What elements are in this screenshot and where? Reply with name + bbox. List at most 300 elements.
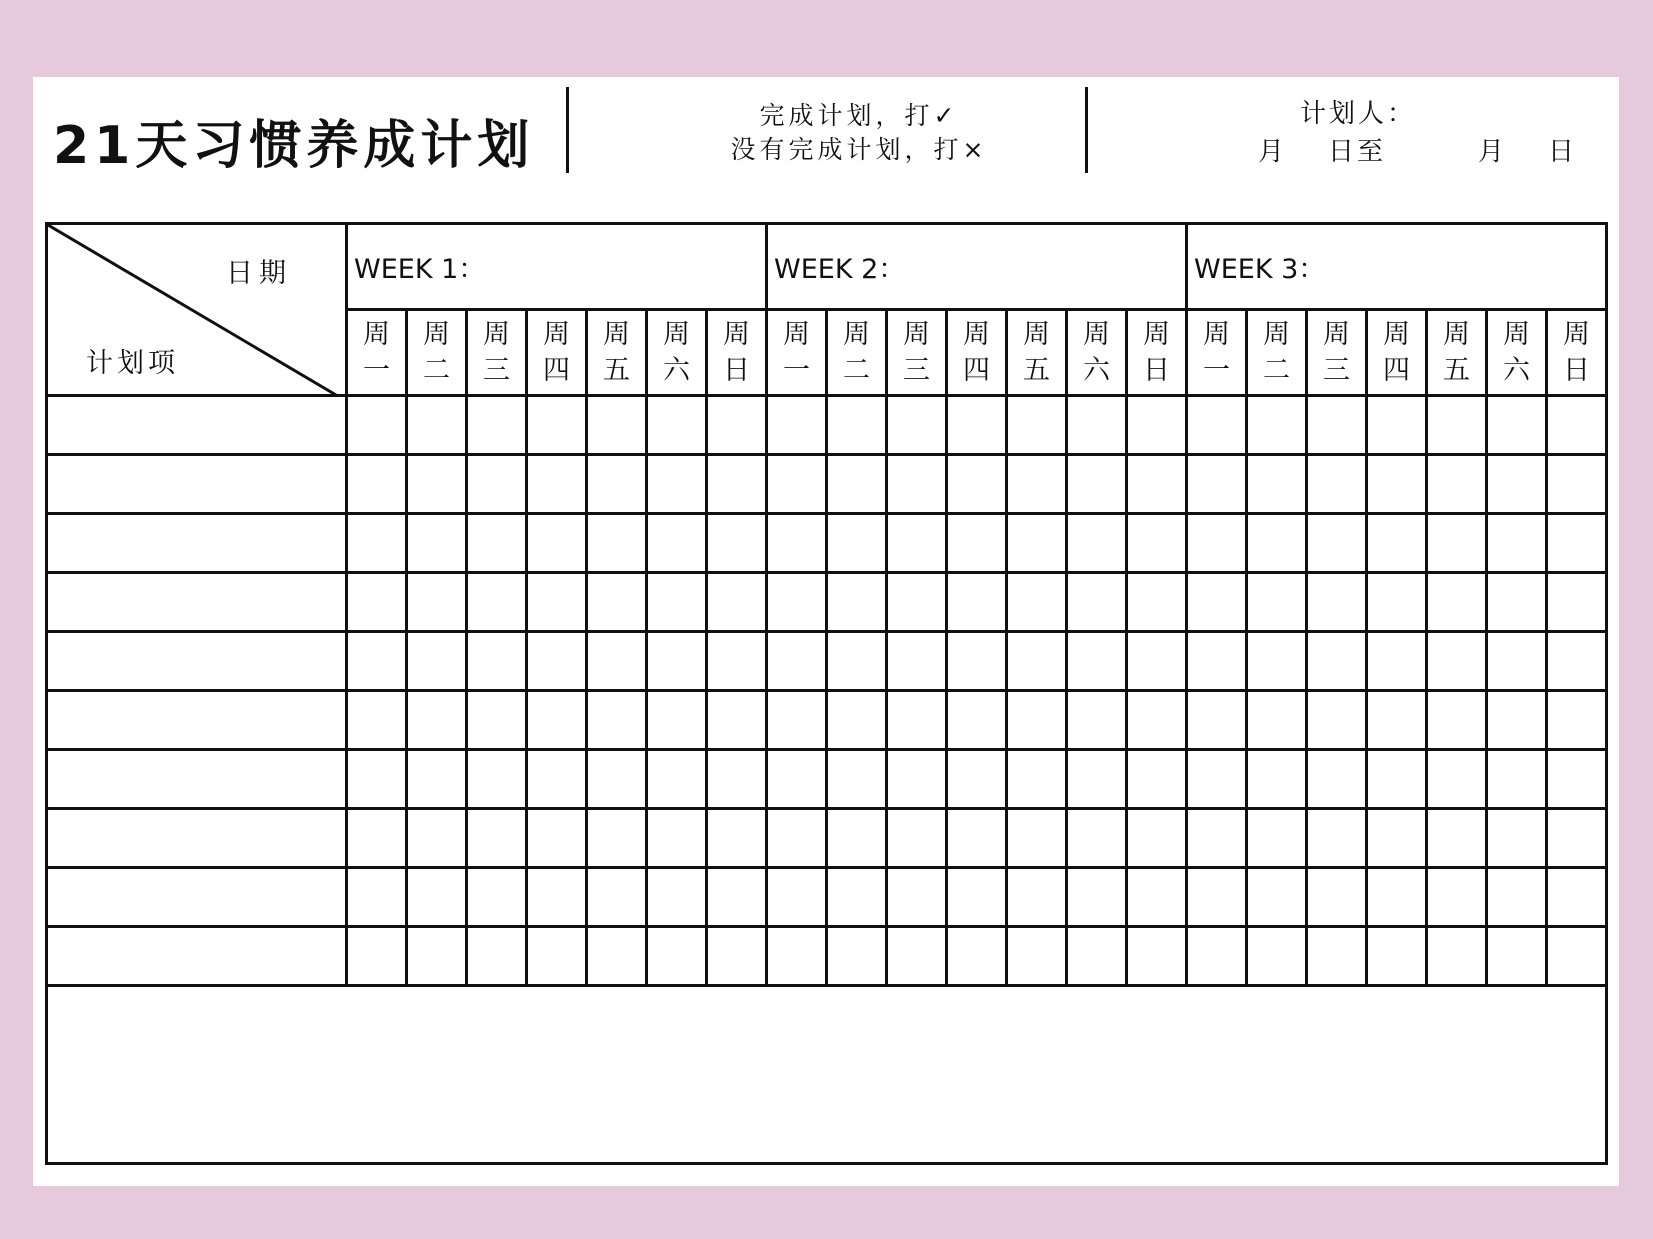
check-cell[interactable] xyxy=(1427,927,1487,986)
weekday-prefix: 周 xyxy=(1563,318,1590,350)
check-cell[interactable] xyxy=(887,809,947,868)
check-cell[interactable] xyxy=(527,455,587,514)
weekday-header xyxy=(767,310,827,396)
check-cell[interactable] xyxy=(827,455,887,514)
check-cell[interactable] xyxy=(1367,691,1427,750)
plan-item-cell[interactable] xyxy=(47,868,347,927)
check-cell[interactable] xyxy=(767,927,827,986)
check-cell[interactable] xyxy=(647,632,707,691)
check-cell[interactable] xyxy=(1307,632,1367,691)
check-cell[interactable] xyxy=(587,632,647,691)
corner-cell xyxy=(47,224,347,396)
page-title: 21天习惯养成计划 xyxy=(53,116,535,176)
check-cell[interactable] xyxy=(1127,514,1187,573)
weekday-prefix: 周 xyxy=(1263,318,1290,350)
check-cell[interactable] xyxy=(1067,632,1127,691)
check-cell[interactable] xyxy=(1067,514,1127,573)
check-cell[interactable] xyxy=(407,809,467,868)
check-cell[interactable] xyxy=(947,750,1007,809)
check-cell[interactable] xyxy=(707,632,767,691)
end-month-label: 月 xyxy=(1478,137,1508,167)
weekday-header xyxy=(347,310,407,396)
check-cell[interactable] xyxy=(767,691,827,750)
check-cell[interactable] xyxy=(467,750,527,809)
weekday-name: 一 xyxy=(783,354,810,386)
check-cell[interactable] xyxy=(1367,750,1427,809)
plan-item-cell[interactable] xyxy=(47,750,347,809)
check-cell[interactable] xyxy=(1547,868,1607,927)
weekday-prefix: 周 xyxy=(963,318,990,350)
check-cell[interactable] xyxy=(1187,573,1247,632)
check-cell[interactable] xyxy=(1307,809,1367,868)
check-cell[interactable] xyxy=(587,514,647,573)
weekday-header xyxy=(707,310,767,396)
check-cell[interactable] xyxy=(1247,455,1307,514)
check-cell[interactable] xyxy=(827,868,887,927)
check-cell[interactable] xyxy=(707,396,767,455)
weekday-prefix: 周 xyxy=(783,318,810,350)
plan-row xyxy=(47,809,1607,868)
weekday-name: 三 xyxy=(1323,354,1350,386)
check-cell[interactable] xyxy=(1127,750,1187,809)
check-cell[interactable] xyxy=(347,455,407,514)
plan-item-cell[interactable] xyxy=(47,573,347,632)
weekday-name: 日 xyxy=(723,354,750,386)
check-cell[interactable] xyxy=(527,868,587,927)
check-cell[interactable] xyxy=(767,632,827,691)
weekday-header xyxy=(887,310,947,396)
check-cell[interactable] xyxy=(1307,455,1367,514)
check-cell[interactable] xyxy=(1007,809,1067,868)
check-cell[interactable] xyxy=(1247,809,1307,868)
check-cell[interactable] xyxy=(827,750,887,809)
weekday-prefix: 周 xyxy=(1503,318,1530,350)
weekday-name: 五 xyxy=(603,354,630,386)
check-cell[interactable] xyxy=(1547,455,1607,514)
check-cell[interactable] xyxy=(467,868,527,927)
week-3-header: WEEK 3： xyxy=(1187,224,1607,310)
check-cell[interactable] xyxy=(347,632,407,691)
weekday-prefix: 周 xyxy=(723,318,750,350)
check-cell[interactable] xyxy=(527,691,587,750)
check-cell[interactable] xyxy=(1247,573,1307,632)
habit-tracker-table xyxy=(45,222,1608,1165)
check-cell[interactable] xyxy=(1127,455,1187,514)
check-cell[interactable] xyxy=(647,868,707,927)
weekday-name: 二 xyxy=(843,354,870,386)
check-cell[interactable] xyxy=(1127,691,1187,750)
check-cell[interactable] xyxy=(827,396,887,455)
check-cell[interactable] xyxy=(947,927,1007,986)
check-cell[interactable] xyxy=(1007,632,1067,691)
check-cell[interactable] xyxy=(1187,514,1247,573)
check-cell[interactable] xyxy=(1487,396,1547,455)
check-cell[interactable] xyxy=(1127,573,1187,632)
check-cell[interactable] xyxy=(587,455,647,514)
check-cell[interactable] xyxy=(1067,455,1127,514)
check-cell[interactable] xyxy=(587,868,647,927)
check-cell[interactable] xyxy=(1247,750,1307,809)
check-cell[interactable] xyxy=(1187,691,1247,750)
check-cell[interactable] xyxy=(767,573,827,632)
check-cell[interactable] xyxy=(1487,632,1547,691)
weekday-name: 二 xyxy=(1263,354,1290,386)
check-cell[interactable] xyxy=(1067,691,1127,750)
check-cell[interactable] xyxy=(527,396,587,455)
weekday-name: 五 xyxy=(1443,354,1470,386)
weekday-prefix: 周 xyxy=(1083,318,1110,350)
check-cell[interactable] xyxy=(707,691,767,750)
check-cell[interactable] xyxy=(1307,691,1367,750)
check-cell[interactable] xyxy=(1547,927,1607,986)
weekday-prefix: 周 xyxy=(603,318,630,350)
check-cell[interactable] xyxy=(1427,514,1487,573)
check-cell[interactable] xyxy=(1007,396,1067,455)
check-cell[interactable] xyxy=(647,750,707,809)
check-cell[interactable] xyxy=(1487,573,1547,632)
check-cell[interactable] xyxy=(407,514,467,573)
check-cell[interactable] xyxy=(827,573,887,632)
check-cell[interactable] xyxy=(407,573,467,632)
legend-not-done: 没有完成计划，打× xyxy=(730,135,988,164)
weekday-header xyxy=(407,310,467,396)
check-cell[interactable] xyxy=(1547,514,1607,573)
check-cell[interactable] xyxy=(1007,750,1067,809)
check-cell[interactable] xyxy=(527,632,587,691)
check-cell[interactable] xyxy=(587,927,647,986)
check-cell[interactable] xyxy=(1487,927,1547,986)
check-cell[interactable] xyxy=(347,927,407,986)
check-cell[interactable] xyxy=(707,868,767,927)
check-cell[interactable] xyxy=(1427,809,1487,868)
week-1-header: WEEK 1： xyxy=(347,224,767,310)
check-cell[interactable] xyxy=(587,809,647,868)
plan-item-cell[interactable] xyxy=(47,514,347,573)
check-cell[interactable] xyxy=(1547,691,1607,750)
plan-row xyxy=(47,573,1607,632)
check-cell[interactable] xyxy=(1247,868,1307,927)
check-cell[interactable] xyxy=(647,691,707,750)
plan-row xyxy=(47,455,1607,514)
weekday-prefix: 周 xyxy=(483,318,510,350)
check-cell[interactable] xyxy=(947,573,1007,632)
check-cell[interactable] xyxy=(1547,750,1607,809)
check-cell[interactable] xyxy=(1247,691,1307,750)
check-cell[interactable] xyxy=(707,514,767,573)
start-day-label: 日至 xyxy=(1328,137,1387,167)
check-cell[interactable] xyxy=(1307,927,1367,986)
check-cell[interactable] xyxy=(887,632,947,691)
check-cell[interactable] xyxy=(1247,927,1307,986)
check-cell[interactable] xyxy=(647,573,707,632)
check-cell[interactable] xyxy=(1367,868,1427,927)
check-cell[interactable] xyxy=(887,455,947,514)
check-cell[interactable] xyxy=(347,396,407,455)
check-cell[interactable] xyxy=(947,396,1007,455)
weekday-prefix: 周 xyxy=(843,318,870,350)
check-cell[interactable] xyxy=(767,396,827,455)
check-cell[interactable] xyxy=(1547,632,1607,691)
check-cell[interactable] xyxy=(1067,573,1127,632)
legend-done: 完成计划，打✓ xyxy=(759,101,959,130)
check-cell[interactable] xyxy=(347,809,407,868)
check-cell[interactable] xyxy=(407,455,467,514)
weekday-name: 日 xyxy=(1563,354,1590,386)
check-cell[interactable] xyxy=(467,691,527,750)
check-cell[interactable] xyxy=(1007,691,1067,750)
check-cell[interactable] xyxy=(1247,632,1307,691)
check-cell[interactable] xyxy=(887,396,947,455)
plan-row xyxy=(47,632,1607,691)
check-cell[interactable] xyxy=(347,750,407,809)
weekday-name: 六 xyxy=(663,354,690,386)
weekday-prefix: 周 xyxy=(1383,318,1410,350)
legend-divider xyxy=(1085,87,1088,173)
check-cell[interactable] xyxy=(1367,514,1427,573)
check-cell[interactable] xyxy=(407,750,467,809)
weekday-prefix: 周 xyxy=(663,318,690,350)
check-cell[interactable] xyxy=(1487,455,1547,514)
check-cell[interactable] xyxy=(1427,632,1487,691)
check-cell[interactable] xyxy=(467,573,527,632)
check-cell[interactable] xyxy=(1547,573,1607,632)
check-cell[interactable] xyxy=(887,573,947,632)
check-cell[interactable] xyxy=(887,514,947,573)
weekday-header xyxy=(1307,310,1367,396)
check-cell[interactable] xyxy=(1487,868,1547,927)
weekday-header xyxy=(1067,310,1127,396)
check-cell[interactable] xyxy=(947,809,1007,868)
check-cell[interactable] xyxy=(947,514,1007,573)
plan-item-cell[interactable] xyxy=(47,809,347,868)
end-day-label: 日 xyxy=(1548,137,1578,167)
plan-item-cell[interactable] xyxy=(47,455,347,514)
check-cell[interactable] xyxy=(707,573,767,632)
check-cell[interactable] xyxy=(1007,514,1067,573)
check-cell[interactable] xyxy=(527,750,587,809)
weekday-name: 一 xyxy=(363,354,390,386)
weekday-header xyxy=(1547,310,1607,396)
check-cell[interactable] xyxy=(1367,927,1427,986)
check-cell[interactable] xyxy=(467,396,527,455)
weekday-prefix: 周 xyxy=(1323,318,1350,350)
weekday-prefix: 周 xyxy=(363,318,390,350)
check-cell[interactable] xyxy=(527,573,587,632)
check-cell[interactable] xyxy=(1007,455,1067,514)
check-cell[interactable] xyxy=(1127,868,1187,927)
check-cell[interactable] xyxy=(1127,809,1187,868)
check-cell[interactable] xyxy=(1127,632,1187,691)
check-cell[interactable] xyxy=(767,750,827,809)
check-cell[interactable] xyxy=(767,514,827,573)
check-cell[interactable] xyxy=(1367,632,1427,691)
weekday-name: 一 xyxy=(1203,354,1230,386)
weekday-prefix: 周 xyxy=(543,318,570,350)
plan-item-cell[interactable] xyxy=(47,927,347,986)
check-cell[interactable] xyxy=(1187,750,1247,809)
check-cell[interactable] xyxy=(587,691,647,750)
check-cell[interactable] xyxy=(1187,809,1247,868)
weekday-header xyxy=(1427,310,1487,396)
check-cell[interactable] xyxy=(407,396,467,455)
check-cell[interactable] xyxy=(827,691,887,750)
check-cell[interactable] xyxy=(1367,396,1427,455)
check-cell[interactable] xyxy=(1067,868,1127,927)
check-cell[interactable] xyxy=(1067,809,1127,868)
check-cell[interactable] xyxy=(767,809,827,868)
check-cell[interactable] xyxy=(1427,396,1487,455)
check-cell[interactable] xyxy=(1007,573,1067,632)
weekday-header xyxy=(527,310,587,396)
check-cell[interactable] xyxy=(647,514,707,573)
check-cell[interactable] xyxy=(407,868,467,927)
check-cell[interactable] xyxy=(1247,514,1307,573)
check-cell[interactable] xyxy=(1247,396,1307,455)
week-header-row xyxy=(47,224,1607,310)
check-cell[interactable] xyxy=(707,455,767,514)
check-cell[interactable] xyxy=(407,691,467,750)
check-cell[interactable] xyxy=(467,632,527,691)
weekday-name: 四 xyxy=(1383,354,1410,386)
check-cell[interactable] xyxy=(887,868,947,927)
habit-plan-sheet xyxy=(33,77,1619,1186)
check-cell[interactable] xyxy=(767,455,827,514)
check-cell[interactable] xyxy=(827,809,887,868)
check-cell[interactable] xyxy=(1307,750,1367,809)
check-cell[interactable] xyxy=(947,691,1007,750)
weekday-header xyxy=(647,310,707,396)
check-cell[interactable] xyxy=(1307,868,1367,927)
check-cell[interactable] xyxy=(947,632,1007,691)
weekday-name: 四 xyxy=(543,354,570,386)
plan-row xyxy=(47,514,1607,573)
check-cell[interactable] xyxy=(587,396,647,455)
check-cell[interactable] xyxy=(347,514,407,573)
check-cell[interactable] xyxy=(347,868,407,927)
check-cell[interactable] xyxy=(1487,750,1547,809)
check-cell[interactable] xyxy=(1427,750,1487,809)
planner-info xyxy=(1133,95,1583,171)
check-cell[interactable] xyxy=(1187,396,1247,455)
plan-item-cell[interactable] xyxy=(47,396,347,455)
check-cell[interactable] xyxy=(1067,750,1127,809)
check-cell[interactable] xyxy=(707,750,767,809)
check-cell[interactable] xyxy=(647,809,707,868)
check-cell[interactable] xyxy=(1067,396,1127,455)
weekday-header xyxy=(827,310,887,396)
check-cell[interactable] xyxy=(887,927,947,986)
check-cell[interactable] xyxy=(1307,396,1367,455)
weekday-prefix: 周 xyxy=(423,318,450,350)
plan-row xyxy=(47,750,1607,809)
weekday-header xyxy=(467,310,527,396)
check-cell[interactable] xyxy=(527,927,587,986)
check-cell[interactable] xyxy=(1307,573,1367,632)
check-cell[interactable] xyxy=(1187,927,1247,986)
check-cell[interactable] xyxy=(347,573,407,632)
check-cell[interactable] xyxy=(467,927,527,986)
check-cell[interactable] xyxy=(647,455,707,514)
check-cell[interactable] xyxy=(707,809,767,868)
check-cell[interactable] xyxy=(1427,868,1487,927)
check-cell[interactable] xyxy=(827,632,887,691)
weekday-prefix: 周 xyxy=(1023,318,1050,350)
check-cell[interactable] xyxy=(407,632,467,691)
check-cell[interactable] xyxy=(707,927,767,986)
weekday-name: 六 xyxy=(1503,354,1530,386)
plan-item-cell[interactable] xyxy=(47,632,347,691)
week-2-header: WEEK 2： xyxy=(767,224,1187,310)
check-cell[interactable] xyxy=(1547,396,1607,455)
check-cell[interactable] xyxy=(407,927,467,986)
check-cell[interactable] xyxy=(467,809,527,868)
check-cell[interactable] xyxy=(647,396,707,455)
check-cell[interactable] xyxy=(347,691,407,750)
plan-item-cell[interactable] xyxy=(47,691,347,750)
check-cell[interactable] xyxy=(1367,809,1427,868)
check-cell[interactable] xyxy=(1427,455,1487,514)
check-cell[interactable] xyxy=(887,691,947,750)
check-cell[interactable] xyxy=(827,514,887,573)
weekday-prefix: 周 xyxy=(1143,318,1170,350)
weekday-header xyxy=(947,310,1007,396)
check-cell[interactable] xyxy=(467,514,527,573)
check-cell[interactable] xyxy=(947,868,1007,927)
plan-row xyxy=(47,868,1607,927)
check-cell[interactable] xyxy=(887,750,947,809)
check-cell[interactable] xyxy=(587,750,647,809)
check-cell[interactable] xyxy=(767,868,827,927)
weekday-name: 三 xyxy=(483,354,510,386)
notes-area[interactable] xyxy=(47,986,1607,1164)
plan-row xyxy=(47,396,1607,455)
check-cell[interactable] xyxy=(1427,573,1487,632)
check-cell[interactable] xyxy=(1067,927,1127,986)
check-cell[interactable] xyxy=(1187,455,1247,514)
weekday-prefix: 周 xyxy=(903,318,930,350)
check-cell[interactable] xyxy=(1487,809,1547,868)
check-cell[interactable] xyxy=(1367,573,1427,632)
check-cell[interactable] xyxy=(1547,809,1607,868)
weekday-prefix: 周 xyxy=(1443,318,1470,350)
weekday-header xyxy=(1247,310,1307,396)
check-cell[interactable] xyxy=(1007,927,1067,986)
check-cell[interactable] xyxy=(1487,514,1547,573)
check-cell[interactable] xyxy=(1307,514,1367,573)
check-cell[interactable] xyxy=(1367,455,1427,514)
check-cell[interactable] xyxy=(467,455,527,514)
notes-row xyxy=(47,986,1607,1164)
check-cell[interactable] xyxy=(1187,868,1247,927)
weekday-header xyxy=(1007,310,1067,396)
check-cell[interactable] xyxy=(947,455,1007,514)
check-cell[interactable] xyxy=(527,514,587,573)
title-divider xyxy=(566,87,569,173)
check-cell[interactable] xyxy=(1427,691,1487,750)
check-cell[interactable] xyxy=(827,927,887,986)
weekday-header xyxy=(1187,310,1247,396)
check-cell[interactable] xyxy=(1187,632,1247,691)
check-cell[interactable] xyxy=(1487,691,1547,750)
check-cell[interactable] xyxy=(1007,868,1067,927)
check-cell[interactable] xyxy=(1127,396,1187,455)
check-cell[interactable] xyxy=(1127,927,1187,986)
check-cell[interactable] xyxy=(647,927,707,986)
check-cell[interactable] xyxy=(587,573,647,632)
date-range xyxy=(1133,133,1583,171)
check-cell[interactable] xyxy=(527,809,587,868)
weekday-name: 四 xyxy=(963,354,990,386)
